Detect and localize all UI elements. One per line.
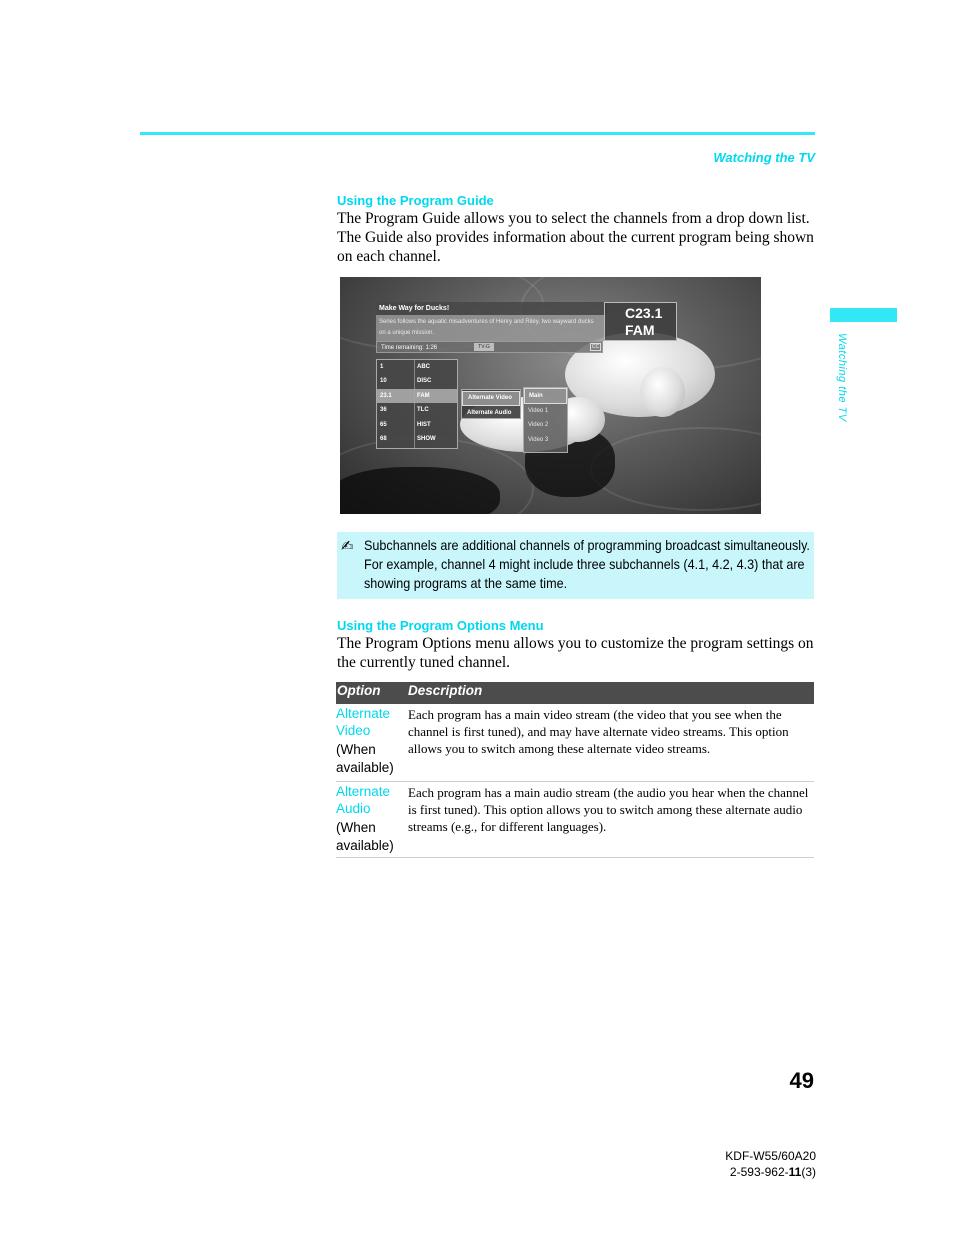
- part-number: 2-593-962-11(3): [729, 1165, 816, 1179]
- side-tab-marker: [830, 308, 897, 322]
- header-description: Description: [408, 683, 483, 698]
- program-description: Series follows the aquatic misadventures of Henry and Riley, two wayward ducks on a unique mission.: [376, 315, 604, 341]
- program-title: Make Way for Ducks!: [376, 302, 607, 315]
- time-remaining: Time remaining: 1:26: [376, 341, 603, 353]
- channel-list-name: FAM: [417, 392, 430, 399]
- table-row-alternate-audio: [336, 782, 814, 858]
- channel-list-number: 36: [380, 407, 387, 414]
- submenu-item[interactable]: Video 2: [528, 422, 549, 429]
- channel-list-item[interactable]: [377, 432, 457, 446]
- channel-list-name: TLC: [417, 407, 429, 414]
- option-availability: (When available): [336, 820, 394, 853]
- table-header: [336, 682, 814, 704]
- channel-list-name: SHOW: [417, 435, 436, 442]
- channel-list-number: 68: [380, 435, 387, 442]
- section-heading-program-guide: Using the Program Guide: [337, 193, 494, 208]
- note-box: [337, 532, 814, 599]
- options-table: [336, 682, 814, 858]
- tv-screenshot: [340, 277, 761, 514]
- model-info: [725, 1148, 816, 1180]
- channel-list-number: 10: [380, 378, 387, 385]
- submenu-item[interactable]: Video 3: [528, 436, 549, 443]
- program-options-paragraph: The Program Options menu allows you to customize the program settings on the currently tuned channel.: [337, 635, 814, 671]
- channel-list-name: DISC: [417, 378, 432, 385]
- channel-list-name: ABC: [417, 364, 430, 370]
- channel-list-number: 1: [380, 364, 384, 370]
- running-header: Watching the TV: [713, 150, 815, 165]
- option-description: Each program has a main video stream (the video that you see when the channel is first tuned), and may have alternate video streams. This option allows you to switch among these alternate video streams.: [408, 707, 789, 756]
- channel-list[interactable]: [376, 359, 458, 449]
- channel-indicator: [604, 302, 677, 341]
- section-heading-program-options: Using the Program Options Menu: [337, 618, 544, 633]
- page-number: 49: [789, 1068, 814, 1093]
- alternate-video-submenu[interactable]: [523, 387, 568, 453]
- header-rule: [140, 132, 815, 135]
- channel-list-number: 65: [380, 421, 387, 428]
- options-menu-item[interactable]: Alternate Video: [462, 391, 520, 406]
- option-name: Alternate Video: [336, 706, 391, 738]
- pencil-note-icon: ✍: [341, 537, 354, 555]
- submenu-item[interactable]: Main: [524, 388, 567, 404]
- channel-list-item[interactable]: [377, 374, 457, 388]
- channel-number: C23.1: [625, 305, 663, 321]
- program-guide-paragraph: The Program Guide allows you to select the channels from a drop down list. The Guide also provides information about the current program being shown on each channel.: [337, 210, 814, 265]
- option-description: Each program has a main audio stream (the audio you hear when the channel is first tuned). This option allows you to switch among these alternate audio streams (e.g., for different languages).: [408, 785, 809, 834]
- table-row-alternate-video: [336, 704, 814, 782]
- model-number: KDF-W55/60A20: [725, 1149, 816, 1163]
- option-name: Alternate Audio: [336, 784, 391, 816]
- closed-caption-icon: CC: [591, 344, 600, 350]
- program-options-menu[interactable]: [461, 389, 521, 419]
- note-text: Subchannels are additional channels of programming broadcast simultaneously. For example, channel 4 might include three subchannels (4.1, 4.2, 4.3) that are showing programs at the same time.: [364, 537, 810, 591]
- channel-list-name: HIST: [417, 421, 431, 428]
- option-availability: (When available): [336, 742, 394, 775]
- channel-list-item[interactable]: [377, 389, 457, 403]
- channel-list-item[interactable]: [377, 403, 457, 417]
- channel-list-item[interactable]: [377, 418, 457, 432]
- options-menu-item[interactable]: Alternate Audio: [467, 410, 512, 416]
- header-option: Option: [337, 683, 381, 698]
- rating-badge: TV-G: [474, 343, 494, 351]
- side-tab-label: Watching the TV: [836, 333, 848, 422]
- channel-list-item[interactable]: [377, 360, 457, 374]
- submenu-item[interactable]: Video 1: [528, 408, 549, 415]
- channel-name: FAM: [625, 322, 655, 338]
- channel-list-number: 23.1: [380, 392, 392, 399]
